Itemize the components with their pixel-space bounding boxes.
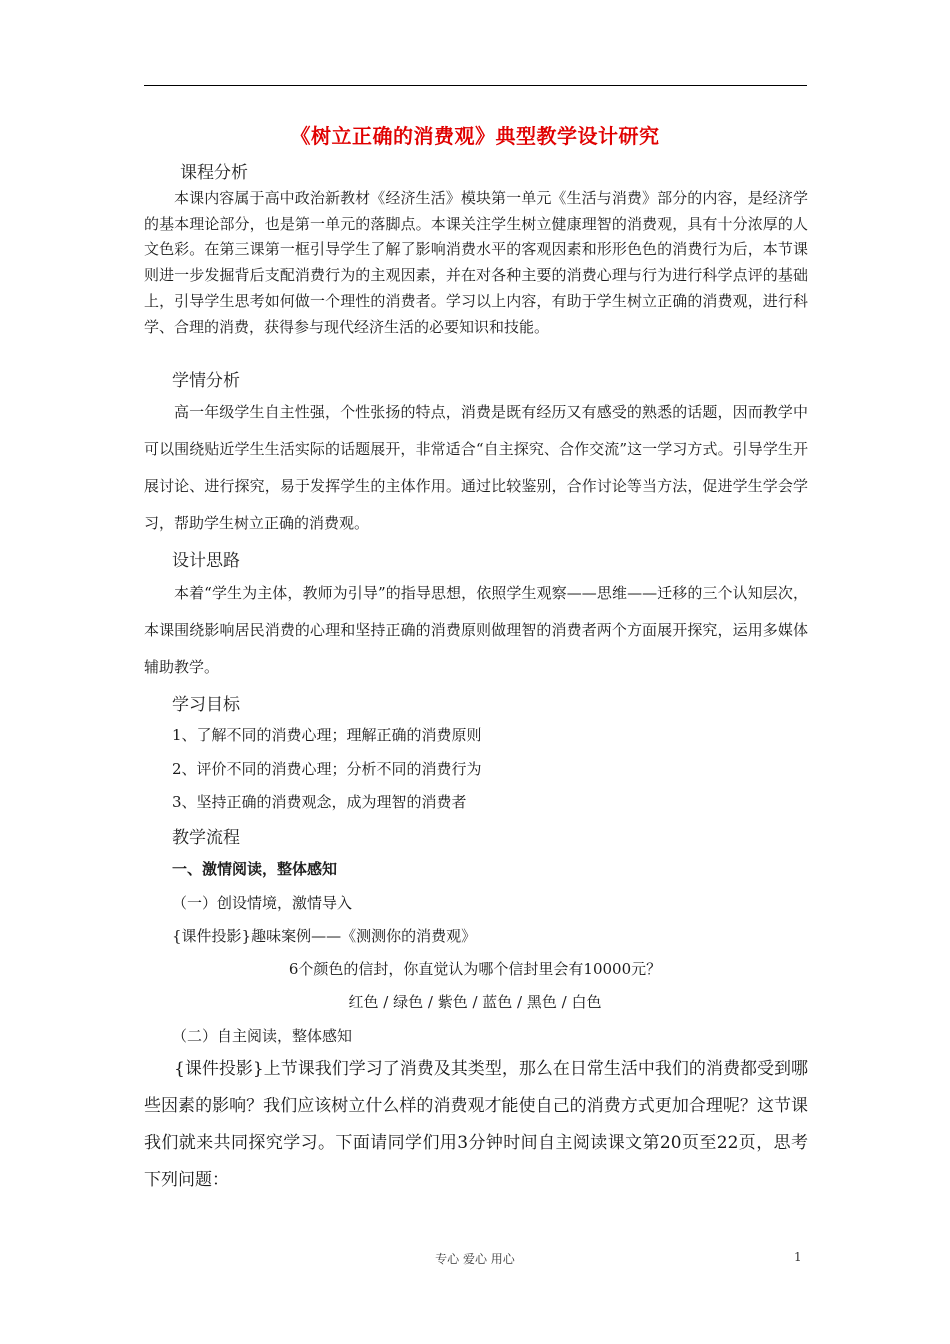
process-sub1-title: （一）创设情境，激情导入 — [172, 894, 353, 912]
page-title: 《树立正确的消费观》典型教学设计研究 — [290, 124, 660, 148]
objective-item: 3、坚持正确的消费观念，成为理智的消费者 — [172, 793, 467, 811]
student-analysis-body: 高一年级学生自主性强，个性张扬的特点，消费是既有经历又有感受的熟悉的话题，因而教学中可以围绕贴近学生生活实际的话题展开，非常适合“自主探究、合作交流”这一学习方式。引导学生开展讨论、进行探究，易于发挥学生的主体作用。通过比较鉴别，合作讨论等当方法，促进学生学会学习，帮助学生树立正确的消费观。 — [144, 403, 808, 532]
heading-process: 教学流程 — [172, 828, 240, 848]
footer-motto: 专心 爱心 用心 — [435, 1252, 515, 1266]
page-number: 1 — [794, 1250, 802, 1264]
objective-item: 2、评价不同的消费心理；分析不同的消费行为 — [172, 760, 482, 778]
process-sub2-title: （二）自主阅读，整体感知 — [172, 1027, 353, 1045]
projection-case: {课件投影}趣味案例——《测测你的消费观》 — [172, 927, 477, 945]
course-analysis-body: 本课内容属于高中政治新教材《经济生活》模块第一单元《生活与消费》部分的内容，是经济学的基本理论部分，也是第一单元的落脚点。本课关注学生树立健康理智的消费观，具有十分浓厚的人文色彩。在第三课第一框引导学生了解了影响消费水平的客观因素和形形色色的消费行为后，本节课则进一步发掘背后支配消费行为的主观因素，并在对各种主要的消费心理与行为进行科学点评的基础上，引导学生思考如何做一个理性的消费者。学习以上内容，有助于学生树立正确的消费观，进行科学、合理的消费，获得参与现代经济生活的必要知识和技能。 — [144, 189, 808, 336]
heading-student-analysis: 学情分析 — [172, 371, 240, 391]
header-rule — [144, 85, 807, 86]
envelope-colors: 红色 / 绿色 / 紫色 / 蓝色 / 黑色 / 白色 — [348, 993, 602, 1011]
heading-design-idea: 设计思路 — [172, 551, 240, 571]
projection-reading-body: {课件投影}上节课我们学习了消费及其类型，那么在日常生活中我们的消费都受到哪些因素的影响？我们应该树立什么样的消费观才能使自己的消费方式更加合理呢？这节课我们就来共同探究学习。下面请同学们用3分钟时间自主阅读课文第20页至22页，思考下列问题： — [144, 1059, 808, 1190]
design-idea-body: 本着“学生为主体，教师为引导”的指导思想，依照学生观察——思维——迁移的三个认知层次，本课围绕影响居民消费的心理和坚持正确的消费原则做理智的消费者两个方面展开探究，运用多媒体辅助教学。 — [144, 584, 808, 676]
objective-item: 1、了解不同的消费心理；理解正确的消费原则 — [172, 726, 482, 744]
envelope-question: 6个颜色的信封，你直觉认为哪个信封里会有10000元？ — [288, 960, 662, 978]
process-part1-title: 一、激情阅读，整体感知 — [172, 860, 338, 878]
heading-objectives: 学习目标 — [172, 695, 240, 715]
heading-course-analysis: 课程分析 — [180, 163, 248, 183]
